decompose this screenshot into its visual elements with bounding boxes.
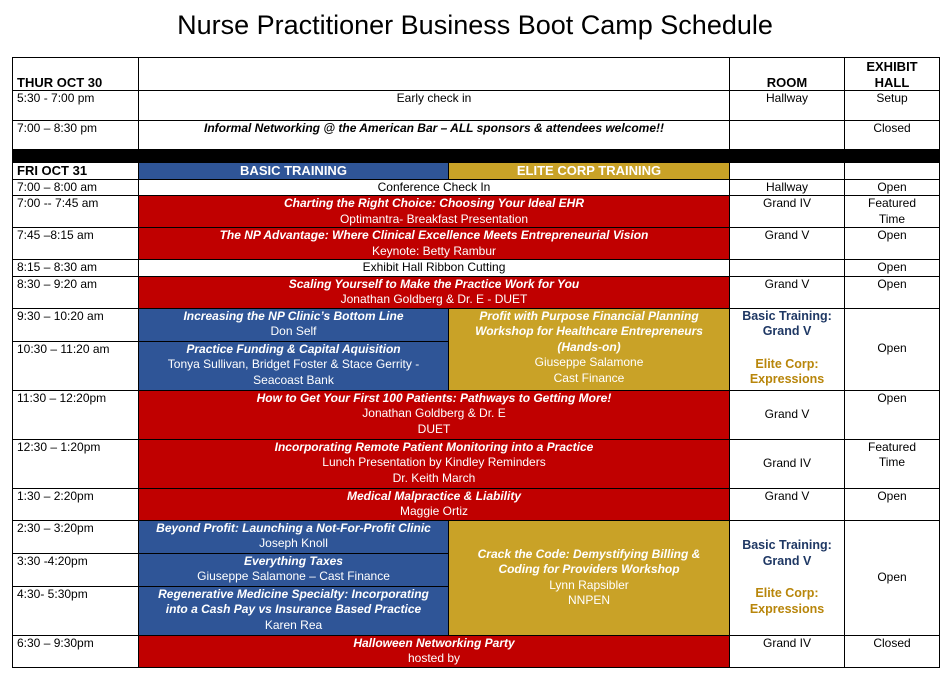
room-cell xyxy=(730,121,845,150)
time-cell: 8:15 – 8:30 am xyxy=(13,260,139,277)
exhibit-cell: Featured Time xyxy=(845,439,940,488)
schedule-row xyxy=(13,91,940,121)
room-cell: Grand V xyxy=(730,488,845,520)
schedule-row xyxy=(13,260,940,277)
session-title: Profit with Purpose Financial Planning xyxy=(479,308,699,323)
elite-corp-training-header: ELITE CORP TRAINING xyxy=(449,163,730,180)
session-presenter: Optimantra- Breakfast Presentation xyxy=(339,211,529,226)
exhibit-cell: Closed xyxy=(845,121,940,150)
time-cell: 11:30 – 12:20pm xyxy=(13,390,139,439)
time-cell: 10:30 – 11:20 am xyxy=(13,341,139,390)
room-cell: Hallway xyxy=(730,91,845,121)
exhibit-cell: Open xyxy=(845,390,940,439)
room-cell xyxy=(730,260,845,277)
exhibit-cell: Open xyxy=(845,260,940,277)
time-cell: 7:00 – 8:30 pm xyxy=(13,121,139,150)
session-cell xyxy=(139,228,730,260)
session-presenter: Tonya Sullivan, Bridget Foster & Stace Gerrity - xyxy=(167,357,420,371)
session-cell xyxy=(139,276,730,308)
session-presenter: Keynote: Betty Rambur xyxy=(371,243,497,258)
session-presenter: DUET xyxy=(417,421,451,436)
session-title: into a Cash Pay vs Insurance Based Practice xyxy=(165,602,422,616)
session-title: Medical Malpractice & Liability xyxy=(346,488,522,503)
session-presenter: Giuseppe Salamone – Cast Finance xyxy=(197,569,390,583)
session-presenter: NNPEN xyxy=(567,593,610,607)
room-cell: Basic Training: Grand V Elite Corp: Expressions xyxy=(730,520,845,635)
schedule-row xyxy=(13,308,940,341)
exhibit-cell: Open xyxy=(845,276,940,308)
session-title: (Hands-on) xyxy=(557,339,621,354)
elite-session-cell xyxy=(449,520,730,635)
event-cell: Early check in xyxy=(139,91,730,121)
session-presenter: Jonathan Goldberg & Dr. E - DUET xyxy=(340,292,528,306)
time-cell: 7:45 –8:15 am xyxy=(13,228,139,260)
session-presenter: Cast Finance xyxy=(553,370,625,385)
time-cell: 7:00 – 8:00 am xyxy=(13,179,139,196)
session-presenter: Joseph Knoll xyxy=(259,536,328,550)
time-cell: 3:30 -4:20pm xyxy=(13,553,139,586)
room-cell: Grand IV xyxy=(730,635,845,667)
session-title: Regenerative Medicine Specialty: Incorporating xyxy=(158,586,429,601)
page-title: Nurse Practitioner Business Boot Camp Schedule xyxy=(177,10,773,40)
session-title: Increasing the NP Clinic’s Bottom Line xyxy=(183,308,404,323)
session-presenter: Jonathan Goldberg & Dr. E xyxy=(362,406,506,420)
day-divider xyxy=(13,150,940,163)
track-header-row xyxy=(13,163,940,180)
session-title: Practice Funding & Capital Aquisition xyxy=(186,341,401,356)
exhibit-cell: Open xyxy=(845,488,940,520)
time-cell: 7:00 -- 7:45 am xyxy=(13,196,139,228)
session-title: Everything Taxes xyxy=(244,553,343,568)
header-event-cell xyxy=(139,58,730,91)
session-title: Coding for Providers Workshop xyxy=(498,562,680,576)
schedule-row xyxy=(13,228,940,260)
room-cell: Grand IV xyxy=(730,439,845,488)
exhibit-cell: Open xyxy=(845,520,940,635)
session-presenter: Lynn Rapsibler xyxy=(549,577,629,592)
time-cell: 9:30 – 10:20 am xyxy=(13,308,139,341)
exhibit-cell: Closed xyxy=(845,635,940,667)
schedule-row xyxy=(13,179,940,196)
session-title: The NP Advantage: Where Clinical Excellence Meets Entrepreneurial Vision xyxy=(219,228,649,242)
session-presenter: Giuseppe Salamone xyxy=(534,355,644,369)
elite-session-cell xyxy=(449,308,730,390)
time-cell: 2:30 – 3:20pm xyxy=(13,520,139,553)
session-cell xyxy=(139,439,730,488)
session-presenter: Lunch Presentation by Kindley Reminders xyxy=(322,455,546,469)
schedule-row xyxy=(13,390,940,439)
schedule-row xyxy=(13,196,940,228)
basic-training-header: BASIC TRAINING xyxy=(139,163,449,180)
session-cell xyxy=(139,488,730,520)
session-presenter: Karen Rea xyxy=(264,617,323,632)
session-presenter: Maggie Ortiz xyxy=(399,504,469,518)
time-cell: 8:30 – 9:20 am xyxy=(13,276,139,308)
session-cell xyxy=(139,635,730,667)
session-title: Scaling Yourself to Make the Practice Work for You xyxy=(288,276,580,291)
room-cell: Grand V xyxy=(730,228,845,260)
session-presenter: hosted by xyxy=(407,651,461,665)
event-cell: Exhibit Hall Ribbon Cutting xyxy=(139,260,730,277)
session-title: Incorporating Remote Patient Monitoring into a Practice xyxy=(274,439,594,454)
schedule-row xyxy=(13,635,940,667)
event-cell: Informal Networking @ the American Bar – ALL sponsors & attendees welcome!! xyxy=(139,121,730,150)
room-cell: Basic Training: Grand V Elite Corp: Expressions xyxy=(730,308,845,390)
session-presenter: Don Self xyxy=(270,324,317,338)
basic-session-cell xyxy=(139,586,449,635)
session-cell xyxy=(139,390,730,439)
time-cell: 6:30 – 9:30pm xyxy=(13,635,139,667)
basic-session-cell xyxy=(139,520,449,553)
time-cell: 1:30 – 2:20pm xyxy=(13,488,139,520)
session-presenter: Seacoast Bank xyxy=(253,372,334,387)
schedule-row xyxy=(13,520,940,553)
time-cell: 4:30- 5:30pm xyxy=(13,586,139,635)
exhibit-cell: Open xyxy=(845,228,940,260)
session-title: How to Get Your First 100 Patients: Pathways to Getting More! xyxy=(256,390,612,405)
schedule-row xyxy=(13,488,940,520)
exhibit-cell: Setup xyxy=(845,91,940,121)
basic-session-cell xyxy=(139,308,449,341)
exhibit-cell: Featured Time xyxy=(845,196,940,228)
header-row xyxy=(13,58,940,91)
session-title: Crack the Code: Demystifying Billing & xyxy=(477,546,701,561)
schedule-row xyxy=(13,276,940,308)
schedule-row xyxy=(13,121,940,150)
session-title: Workshop for Healthcare Entrepreneurs xyxy=(475,324,703,338)
event-cell: Conference Check In xyxy=(139,179,730,196)
session-title: Halloween Networking Party xyxy=(353,635,515,650)
room-cell: Grand IV xyxy=(730,196,845,228)
room-cell: Hallway xyxy=(730,179,845,196)
session-title: Charting the Right Choice: Choosing Your Ideal EHR xyxy=(283,196,584,210)
time-cell: 5:30 - 7:00 pm xyxy=(13,91,139,121)
room-cell: Grand V xyxy=(730,390,845,439)
session-presenter: Dr. Keith March xyxy=(392,470,476,485)
exhibit-cell: Open xyxy=(845,308,940,390)
schedule-row xyxy=(13,439,940,488)
day-header-thu: THUR OCT 30 xyxy=(13,58,139,91)
exhibit-cell: Open xyxy=(845,179,940,196)
schedule-table xyxy=(12,57,940,668)
session-cell xyxy=(139,196,730,228)
basic-session-cell xyxy=(139,553,449,586)
basic-session-cell xyxy=(139,341,449,390)
time-cell: 12:30 – 1:20pm xyxy=(13,439,139,488)
room-header: ROOM xyxy=(730,58,845,91)
exhibit-hall-header: EXHIBIT HALL xyxy=(845,58,940,91)
room-cell: Grand V xyxy=(730,276,845,308)
session-title: Beyond Profit: Launching a Not-For-Profit Clinic xyxy=(156,520,431,535)
day-header-fri: FRI OCT 31 xyxy=(13,163,139,180)
